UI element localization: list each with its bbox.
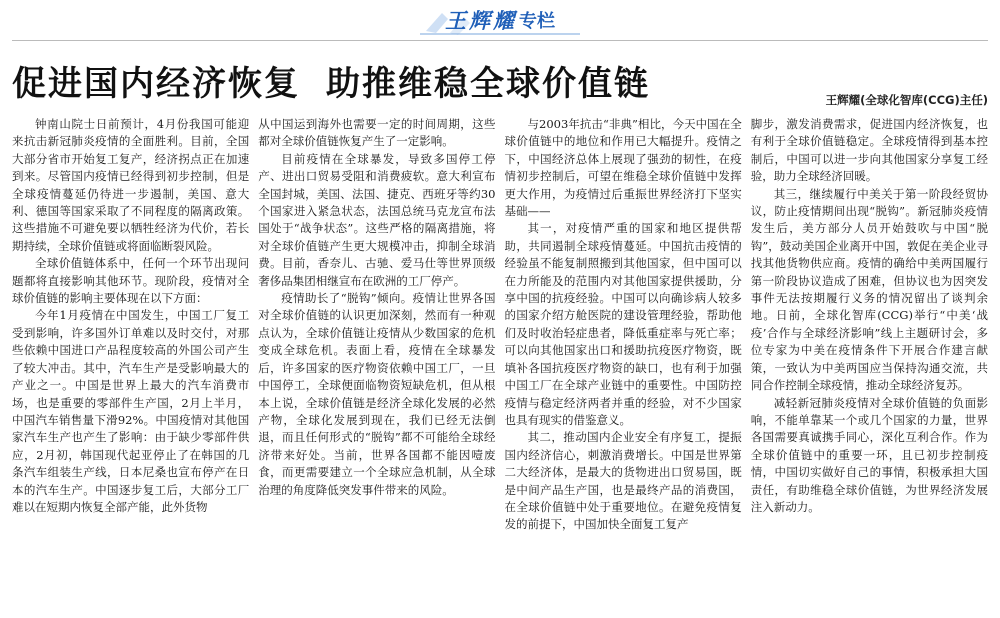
banner-column-label: 专栏 [519,11,555,32]
paragraph: 其一，对疫情严重的国家和地区提供帮助，共同遏制全球疫情蔓延。中国抗击疫情的经验虽不能复制照搬到其他国家，但中国可以在力所能及的范围内对其他国家提供援助，分享中国的抗疫经验。中国可以向确诊病人较多的国家介绍方舱医院的建设管理经验，帮助他们及时收治轻症患者，降低重症率与死亡率；可以向其他国家出口和援助抗疫医疗物资，既填补各国抗疫医疗物资的缺口，也有利于加强中国工厂在全球产业链中的重要性。中国防控疫情与稳定经济两者并重的经验，对不少国家也具有现实的借鉴意义。 [504,221,742,427]
banner-author-name: 王辉耀 [445,8,517,33]
paragraph: 钟南山院士日前预计，4月份我国可能迎来抗击新冠肺炎疫情的全面胜利。目前，全国大部分省市开始复工复产，经济拐点正在加速到来。尽管国内疫情已经得到初步控制，但是全球疫情蔓延仍待进一步遏制，美国、意大利、德国等国家采取了不同程度的隔离政策。这些措施不可避免要以牺牲经济为代价，若长期持续，全球价值链或将面临断裂风险。 [12,117,250,253]
paragraph: 其三，继续履行中美关于第一阶段经贸协议，防止疫情期间出现“脱钩”。新冠肺炎疫情发生后，美方部分人员开始鼓吹与中国“脱钩”，鼓动美国企业离开中国，敦促在美企业寻找其他货物供应商。疫情的确给中美两国履行第一阶段协议造成了困难，但协议也为因突发事件无法按期履行义务的情况留出了谈判余地。日前，全球化智库(CCG)举行“中美‘战疫’合作与全球经济影响”线上主题研讨会，多位专家为中美在疫情条件下开展合作建言献策，一致认为中美两国应当保持沟通交流，共同合作控制全球疫情，推动全球经济复苏。 [750,186,988,393]
article-byline: 王辉耀(全球化智库(CCG)主任) [825,93,988,107]
paragraph: 其二，推动国内企业安全有序复工，提振国内经济信心，刺激消费增长。中国是世界第二大经济体，是最大的货物进出口贸易国，既是中间产品生产国，也是最终产品的消费国，在全球价值链中处于重要地位。在避免疫情复发的前提下，中国加快全面复工复产 [504,430,742,532]
column-banner [420,3,580,37]
headline-part-1: 促进国内经济恢复 [12,64,300,104]
paragraph: 目前疫情在全球暴发，导致多国停工停产、进出口贸易受阻和消费疲软。意大利宣布全国封城，美国、法国、捷克、西班牙等约30个国家进入紧急状态，法国总统马克龙宣布法国处于“战争状态”。这些严格的隔离措施，将对全球价值链产生更大规模冲击，抑制全球消费。目前，香奈儿、古驰、爱马仕等世界顶级奢侈品集团相继宣布在欧洲的工厂停产。 [258,151,496,288]
paragraph: 与2003年抗击“非典”相比，今天中国在全球价值链中的地位和作用已大幅提升。疫情之下，中国经济总体上展现了强劲的韧性，在疫情初步控制后，可望在维稳全球价值链中发挥更大作用，为疫情过后重振世界经济打下坚实基础—— [504,117,742,219]
header-divider [12,40,988,41]
article-headline [12,50,772,118]
paragraph: 今年1月疫情在中国发生，中国工厂复工受到影响，许多国外订单难以及时交付，对那些依赖中国进口产品程度较高的外国公司产生了较大冲击。其中，汽车生产是受影响最大的产业之一。中国是世界上最大的汽车消费市场，也是重要的零部件生产国，2月上半月，中国汽车销售量下滑92%。中国疫情对其他国家汽车生产也产生了影响：由于缺少零部件供应，2月初，韩国现代起亚停止了在韩国的几条汽车组装生产线，日本尼桑也宣布停产在日本的汽车生产。中国逐步复工后，大部分工厂难以在短期内恢复全部产能，此外货物 [12,308,250,514]
text-column-3 [505,116,742,614]
paragraph: 全球价值链体系中，任何一个环节出现问题都将直接影响其他环节。现阶段，疫情对全球价值链的影响主要体现在以下方面： [12,256,250,306]
text-column-4 [751,116,988,614]
article-body [12,116,988,614]
text-column-2 [258,116,495,614]
text-column-1 [12,116,249,614]
paragraph: 从中国运到海外也需要一定的时间周期，这些都对全球价值链恢复产生了一定影响。 [258,117,496,149]
paragraph: 疫情助长了“脱钩”倾向。疫情让世界各国对全球价值链的认识更加深刻，然而有一种观点认为，全球价值链让疫情从少数国家的危机变成全球危机。表面上看，疫情在全球暴发后，许多国家的医疗物资依赖中国工厂，一旦中国停工，全球便面临物资短缺危机，但从根本上说，全球价值链是经济全球化发展的必然产物，全球化发展到现在，我们已经无法倒退，而且任何形式的“脱钩”都不可能给全球经济带来好处。当前，世界各国都不能因噎废食，而更需要建立一个全球应急机制，从全球治理的角度降低突发事件带来的风险。 [258,291,496,497]
paragraph: 脚步，激发消费需求，促进国内经济恢复，也有利于全球价值链稳定。全球疫情得到基本控制后，中国可以进一步向其他国家分享复工经验，助力全球经济回暖。 [750,117,988,184]
headline-part-2: 助推维稳全球价值链 [326,64,650,104]
paragraph: 减轻新冠肺炎疫情对全球价值链的负面影响，不能单靠某一个或几个国家的力量，世界各国需要真诚携手同心，深化互利合作。作为全球价值链中的重要一环，且已初步控制疫情，中国切实做好自己的事情，积极承担大国责任，有助维稳全球价值链，为世界经济发展注入新动力。 [750,395,988,514]
